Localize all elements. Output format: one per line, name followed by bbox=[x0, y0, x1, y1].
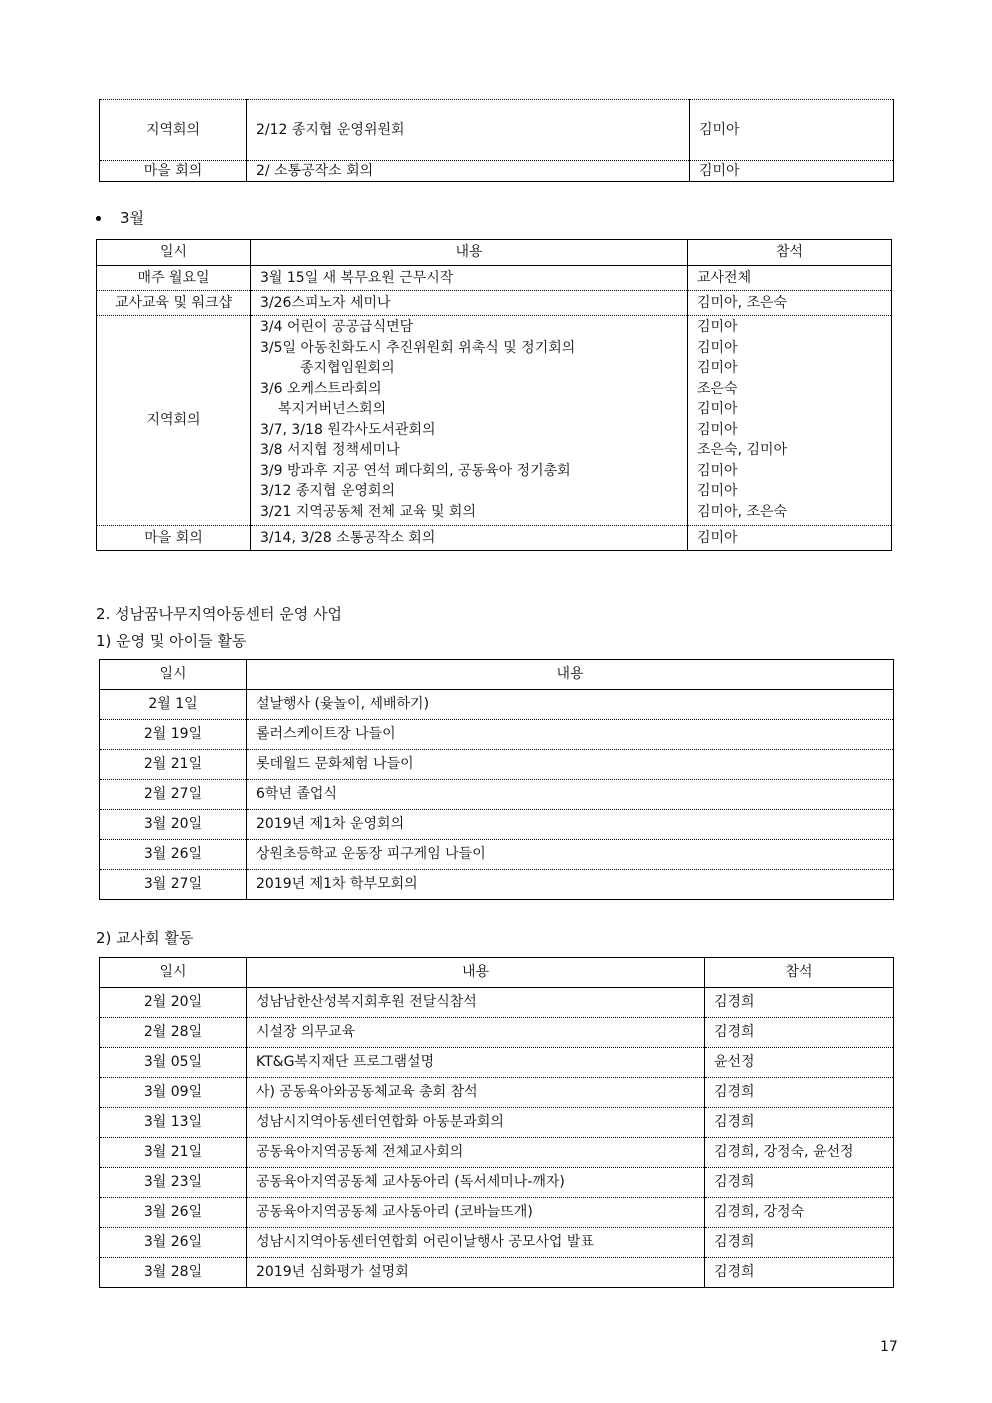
page-number: 17 bbox=[880, 1339, 898, 1355]
cell-content: 3월 15일 새 복무요원 근무시작 bbox=[251, 266, 688, 291]
header-attend: 참석 bbox=[705, 958, 894, 988]
cell-attend: 윤선정 bbox=[705, 1048, 894, 1078]
cell-attend: 김경희 bbox=[705, 1228, 894, 1258]
table-row bbox=[100, 988, 894, 1018]
cell-content: 롯데월드 문화체험 나들이 bbox=[247, 750, 894, 780]
cell-date: 2월 27일 bbox=[100, 780, 247, 810]
cell-attend: 김경희 bbox=[705, 1018, 894, 1048]
list-item: 조은숙 bbox=[697, 380, 738, 397]
cell-attend: 김미아, 조은숙 bbox=[688, 291, 892, 316]
cell-date: 3월 09일 bbox=[100, 1078, 247, 1108]
table-row bbox=[100, 1108, 894, 1138]
cell-attend: 김경희 bbox=[705, 1258, 894, 1288]
list-item: 3/5일 아동친화도시 추진위원회 위촉식 및 정기회의 bbox=[260, 339, 576, 356]
cell-content: 3/26스피노자 세미나 bbox=[251, 291, 688, 316]
cell-date: 3월 20일 bbox=[100, 810, 247, 840]
table-row bbox=[97, 526, 892, 551]
list-item: 조은숙, 김미아 bbox=[697, 442, 788, 458]
march-label: 3월 bbox=[120, 209, 145, 227]
header-content: 내용 bbox=[247, 660, 894, 690]
cell-content: 6학년 졸업식 bbox=[247, 780, 894, 810]
list-item: 3/6 오케스트라회의 bbox=[260, 380, 382, 397]
cell-date: 2월 1일 bbox=[100, 690, 247, 720]
cell-date: 2월 28일 bbox=[100, 1018, 247, 1048]
list-item: 3/9 방과후 지공 연석 페다회의, 공동육아 정기총회 bbox=[260, 462, 571, 479]
cell-attend: 김경희 bbox=[705, 988, 894, 1018]
cell-date: 3월 21일 bbox=[100, 1138, 247, 1168]
table-row bbox=[100, 1048, 894, 1078]
cell-date: 매주 월요일 bbox=[97, 266, 251, 291]
header-date: 일시 bbox=[97, 240, 251, 266]
cell-content: 2019년 제1차 운영회의 bbox=[247, 810, 894, 840]
regional-attend-cell bbox=[688, 316, 892, 526]
list-item: 종지협임원회의 bbox=[300, 360, 395, 376]
table-row bbox=[100, 840, 894, 870]
table-row bbox=[100, 161, 894, 182]
cell-content: 공동육아지역공동체 교사동아리 (독서세미나-깨자) bbox=[247, 1168, 705, 1198]
table-header bbox=[100, 660, 894, 690]
table-header bbox=[97, 240, 892, 266]
cell-date: 3월 28일 bbox=[100, 1258, 247, 1288]
header-content: 내용 bbox=[251, 240, 688, 266]
subsection-title: 1) 운영 및 아이들 활동 bbox=[96, 632, 247, 650]
cell-date: 교사교육 및 워크샵 bbox=[97, 291, 251, 316]
cell-date: 3월 27일 bbox=[100, 870, 247, 900]
section-title: 2. 성남꿈나무지역아동센터 운영 사업 bbox=[96, 605, 342, 623]
march-table bbox=[96, 239, 892, 551]
feb-tail-attend: 김미아 bbox=[690, 161, 894, 182]
cell-content: 롤러스케이트장 나들이 bbox=[247, 720, 894, 750]
cell-date: 3월 05일 bbox=[100, 1048, 247, 1078]
cell-content: 공동육아지역공동체 교사동아리 (코바늘뜨개) bbox=[247, 1198, 705, 1228]
list-item: 김미아 bbox=[697, 421, 738, 438]
cell-attend: 김미아 bbox=[688, 526, 892, 551]
list-item: 3/8 서지협 정책세미나 bbox=[260, 442, 400, 458]
activities-table bbox=[99, 659, 894, 900]
cell-date: 3월 26일 bbox=[100, 840, 247, 870]
cell-attend: 김경희, 강정숙 bbox=[705, 1198, 894, 1228]
table-row bbox=[100, 1198, 894, 1228]
table-row bbox=[100, 1138, 894, 1168]
subsection-title: 2) 교사회 활동 bbox=[96, 929, 194, 947]
cell-content: 성남남한산성복지회후원 전달식참석 bbox=[247, 988, 705, 1018]
table-row bbox=[97, 266, 892, 291]
list-item: 김미아 bbox=[697, 483, 738, 499]
cell-content: 3/14, 3/28 소통공작소 회의 bbox=[251, 526, 688, 551]
table-row bbox=[100, 720, 894, 750]
cell-date: 2월 20일 bbox=[100, 988, 247, 1018]
list-item: 3/12 종지협 운영회의 bbox=[260, 483, 396, 499]
cell-content: 성남시지역아동센터연합회 어린이날행사 공모사업 발표 bbox=[247, 1228, 705, 1258]
list-item: 김미아 bbox=[697, 401, 738, 417]
header-content: 내용 bbox=[247, 958, 705, 988]
table-row bbox=[100, 780, 894, 810]
cell-date: 2월 21일 bbox=[100, 750, 247, 780]
cell-attend: 김경희 bbox=[705, 1108, 894, 1138]
cell-date: 3월 13일 bbox=[100, 1108, 247, 1138]
feb-tail-cat: 마을 회의 bbox=[100, 161, 247, 182]
table-row bbox=[100, 1018, 894, 1048]
list-item: 복지거버넌스회의 bbox=[278, 401, 387, 417]
list-item: 김미아 bbox=[697, 319, 738, 335]
bullet-icon bbox=[96, 216, 101, 221]
list-item: 김미아, 조은숙 bbox=[697, 503, 788, 520]
cell-date: 3월 23일 bbox=[100, 1168, 247, 1198]
cell-attend: 김경희 bbox=[705, 1078, 894, 1108]
cell-content: 2019년 심화평가 설명회 bbox=[247, 1258, 705, 1288]
cell-content: 사) 공동육아와공동체교육 총회 참석 bbox=[247, 1078, 705, 1108]
cell-date: 3월 26일 bbox=[100, 1228, 247, 1258]
header-date: 일시 bbox=[100, 958, 247, 988]
cell-content: 상원초등학교 운동장 피구게임 나들이 bbox=[247, 840, 894, 870]
table-row bbox=[100, 100, 894, 161]
table-row bbox=[100, 750, 894, 780]
cell-date: 2월 19일 bbox=[100, 720, 247, 750]
table-row bbox=[100, 1228, 894, 1258]
cell-date: 3월 26일 bbox=[100, 1198, 247, 1228]
cell-attend: 김경희, 강정숙, 윤선정 bbox=[705, 1138, 894, 1168]
cell-content: 시설장 의무교육 bbox=[247, 1018, 705, 1048]
cell-attend: 교사전체 bbox=[688, 266, 892, 291]
table-row bbox=[97, 291, 892, 316]
cell-content: 2019년 제1차 학부모회의 bbox=[247, 870, 894, 900]
list-item: 3/21 지역공동체 전체 교육 및 회의 bbox=[260, 503, 476, 520]
feb-tail-cat: 지역회의 bbox=[100, 100, 247, 161]
regional-label: 지역회의 bbox=[97, 316, 251, 526]
table-row bbox=[100, 810, 894, 840]
cell-attend: 김경희 bbox=[705, 1168, 894, 1198]
list-item: 김미아 bbox=[697, 339, 738, 356]
table-header bbox=[100, 958, 894, 988]
cell-content: KT&G복지재단 프로그램설명 bbox=[247, 1048, 705, 1078]
list-item: 김미아 bbox=[697, 360, 738, 376]
table-row bbox=[100, 1078, 894, 1108]
list-item: 3/7, 3/18 원각사도서관회의 bbox=[260, 421, 436, 438]
teacher-activities-table bbox=[99, 957, 894, 1288]
feb-tail-content: 2/ 소통공작소 회의 bbox=[247, 161, 690, 182]
regional-meetings-row bbox=[97, 316, 892, 526]
table-row bbox=[100, 1168, 894, 1198]
regional-content-cell bbox=[251, 316, 688, 526]
feb-tail-table bbox=[99, 99, 894, 182]
cell-content: 설날행사 (윷놀이, 세배하기) bbox=[247, 690, 894, 720]
cell-date: 마을 회의 bbox=[97, 526, 251, 551]
cell-content: 공동육아지역공동체 전체교사회의 bbox=[247, 1138, 705, 1168]
feb-tail-attend: 김미아 bbox=[690, 100, 894, 161]
list-item: 김미아 bbox=[697, 462, 738, 479]
header-date: 일시 bbox=[100, 660, 247, 690]
table-row bbox=[100, 690, 894, 720]
cell-content: 성남시지역아동센터연합화 아동분과회의 bbox=[247, 1108, 705, 1138]
table-row bbox=[100, 1258, 894, 1288]
header-attend: 참석 bbox=[688, 240, 892, 266]
table-row bbox=[100, 870, 894, 900]
feb-tail-content: 2/12 종지협 운영위원회 bbox=[247, 100, 690, 161]
list-item: 3/4 어린이 공공급식면담 bbox=[260, 319, 414, 335]
